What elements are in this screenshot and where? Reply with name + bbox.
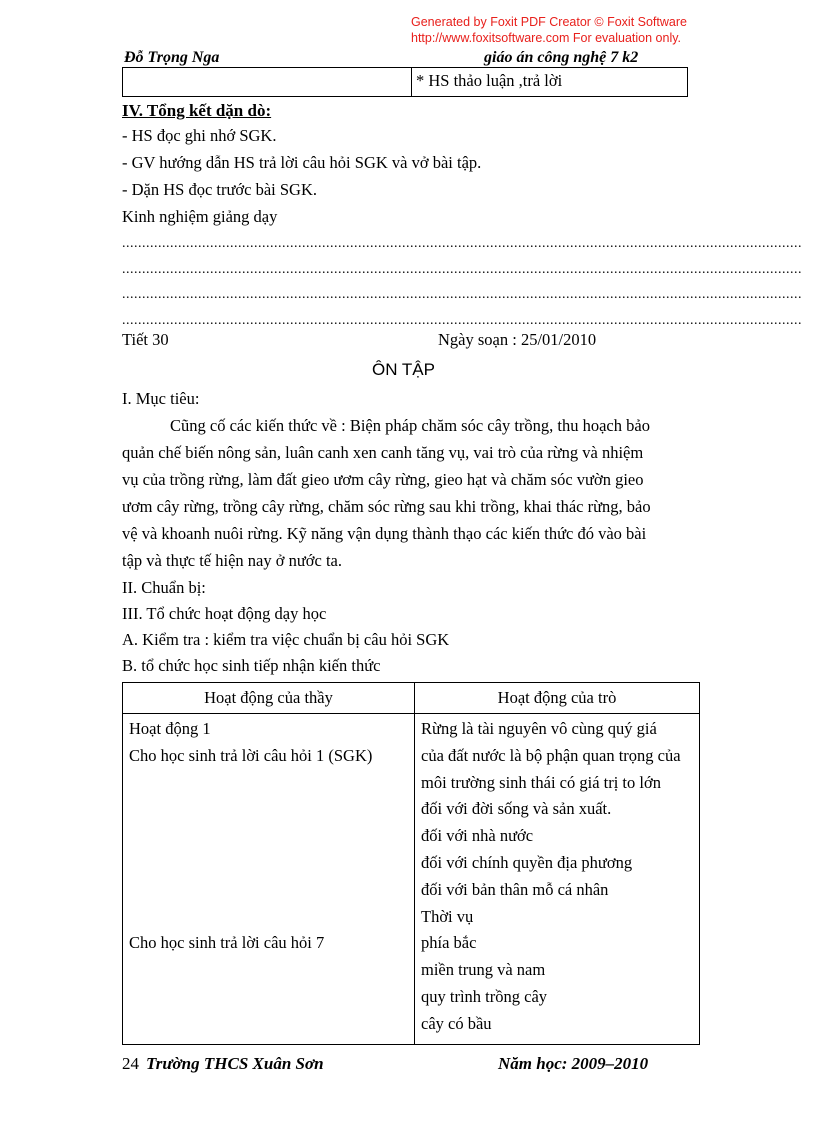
- objectives-line-1: Cũng cố các kiến thức về : Biện pháp chăm sóc cây trồng, thu hoạch bảo: [170, 416, 650, 435]
- section-iv-heading: IV. Tổng kết dặn dò:: [122, 101, 272, 120]
- teacher-line: Cho học sinh trả lời câu hỏi 1 (SGK): [129, 745, 373, 765]
- header-student: Hoạt động của trò: [415, 683, 700, 714]
- teacher-line: [129, 850, 409, 877]
- header-subject: giáo án công nghệ 7 k2: [484, 49, 639, 66]
- check-line: A. Kiểm tra : kiểm tra việc chuẩn bị câu hỏi SGK: [122, 630, 450, 649]
- activity-table-header-row: [123, 683, 700, 714]
- section-iv-item-2: - GV hướng dẫn HS trả lời câu hỏi SGK và vở bài tập.: [122, 153, 482, 172]
- objectives-line-5: vệ và khoanh nuôi rừng. Kỹ năng vận dụng thành thạo các kiến thức đó vào bài: [122, 524, 647, 543]
- teacher-line: [129, 904, 409, 931]
- teacher-line: Cho học sinh trả lời câu hỏi 7: [129, 933, 325, 953]
- section-iv-item-1: - HS đọc ghi nhớ SGK.: [122, 126, 277, 145]
- top-table: [122, 67, 688, 97]
- objectives-line-2: quản chế biến nông sản, luân canh xen canh tăng vụ, vai trò của rừng và nhiệm: [122, 443, 644, 462]
- activity-table: [122, 682, 700, 1045]
- preparation-heading: II. Chuẩn bị:: [122, 578, 206, 597]
- objectives-heading: I. Mục tiêu:: [122, 389, 200, 408]
- top-table-left-cell: [123, 68, 412, 97]
- teacher-line: [129, 823, 409, 850]
- student-line: miền trung và nam: [421, 960, 546, 980]
- dotted-line-3: ..........................................................................................................................................................................: [122, 287, 802, 302]
- organize-line: B. tổ chức học sinh tiếp nhận kiến thức: [122, 656, 381, 675]
- student-line: Thời vụ: [421, 906, 474, 926]
- dotted-line-1: ..........................................................................................................................................................................: [122, 236, 802, 251]
- student-line: đối với đời sống và sản xuất.: [421, 799, 612, 819]
- teacher-column: [123, 714, 415, 1045]
- top-table-right-cell: * HS thảo luận ,trả lời: [412, 68, 688, 97]
- student-column: [415, 714, 700, 1045]
- dotted-line-2: ..........................................................................................................................................................................: [122, 262, 802, 277]
- student-line: quy trình trồng cây: [421, 986, 548, 1006]
- footer-school: Trường THCS Xuân Sơn: [146, 1054, 324, 1073]
- activity-table-body-row: [123, 714, 700, 1045]
- teacher-line: [129, 984, 409, 1011]
- header-author: Đỗ Trọng Nga: [124, 49, 220, 66]
- section-iv-item-3: - Dặn HS đọc trước bài SGK.: [122, 180, 318, 199]
- student-line: phía bắc: [421, 933, 477, 953]
- objectives-line-4: ươm cây rừng, trồng cây rừng, chăm sóc rừng sau khi trồng, khai thác rừng, bảo: [122, 497, 651, 516]
- lesson-period: Tiết 30: [122, 330, 169, 349]
- experience-label: Kinh nghiệm giảng dạy: [122, 207, 278, 226]
- header-teacher: Hoạt động của thầy: [123, 683, 415, 714]
- lesson-title: ÔN TẬP: [372, 360, 435, 379]
- student-line: đối với nhà nước: [421, 826, 534, 846]
- lesson-date: Ngày soạn : 25/01/2010: [438, 330, 597, 349]
- watermark-line-1: Generated by Foxit PDF Creator © Foxit Software: [411, 15, 687, 29]
- teacher-line: [129, 877, 409, 904]
- dotted-line-4: ..........................................................................................................................................................................: [122, 313, 802, 328]
- student-line: đối với chính quyền địa phương: [421, 852, 633, 872]
- student-line: đối với bản thân mỗ cá nhân: [421, 879, 609, 899]
- objectives-line-3: vụ của trồng rừng, làm đất gieo ươm cây rừng, gieo hạt và chăm sóc vườn gieo: [122, 470, 644, 489]
- teacher-line: [129, 957, 409, 984]
- footer-page-number: 24: [122, 1054, 139, 1073]
- teacher-line: [129, 796, 409, 823]
- teacher-line: [129, 770, 409, 797]
- teacher-line: Hoạt động 1: [129, 719, 211, 738]
- student-line: Rừng là tài nguyên vô cùng quý giá: [421, 719, 657, 738]
- student-line: của đất nước là bộ phận quan trọng của: [421, 745, 681, 765]
- student-line: cây có bầu: [421, 1013, 492, 1033]
- footer-year: Năm học: 2009–2010: [498, 1054, 649, 1073]
- student-line: môi trường sinh thái có giá trị to lớn: [421, 772, 661, 792]
- objectives-line-6: tập và thực tế hiện nay ở nước ta.: [122, 551, 342, 570]
- watermark-line-2: http://www.foxitsoftware.com For evaluation only.: [411, 31, 682, 45]
- teacher-line: [129, 1011, 409, 1038]
- activities-heading: III. Tổ chức hoạt động dạy học: [122, 604, 327, 623]
